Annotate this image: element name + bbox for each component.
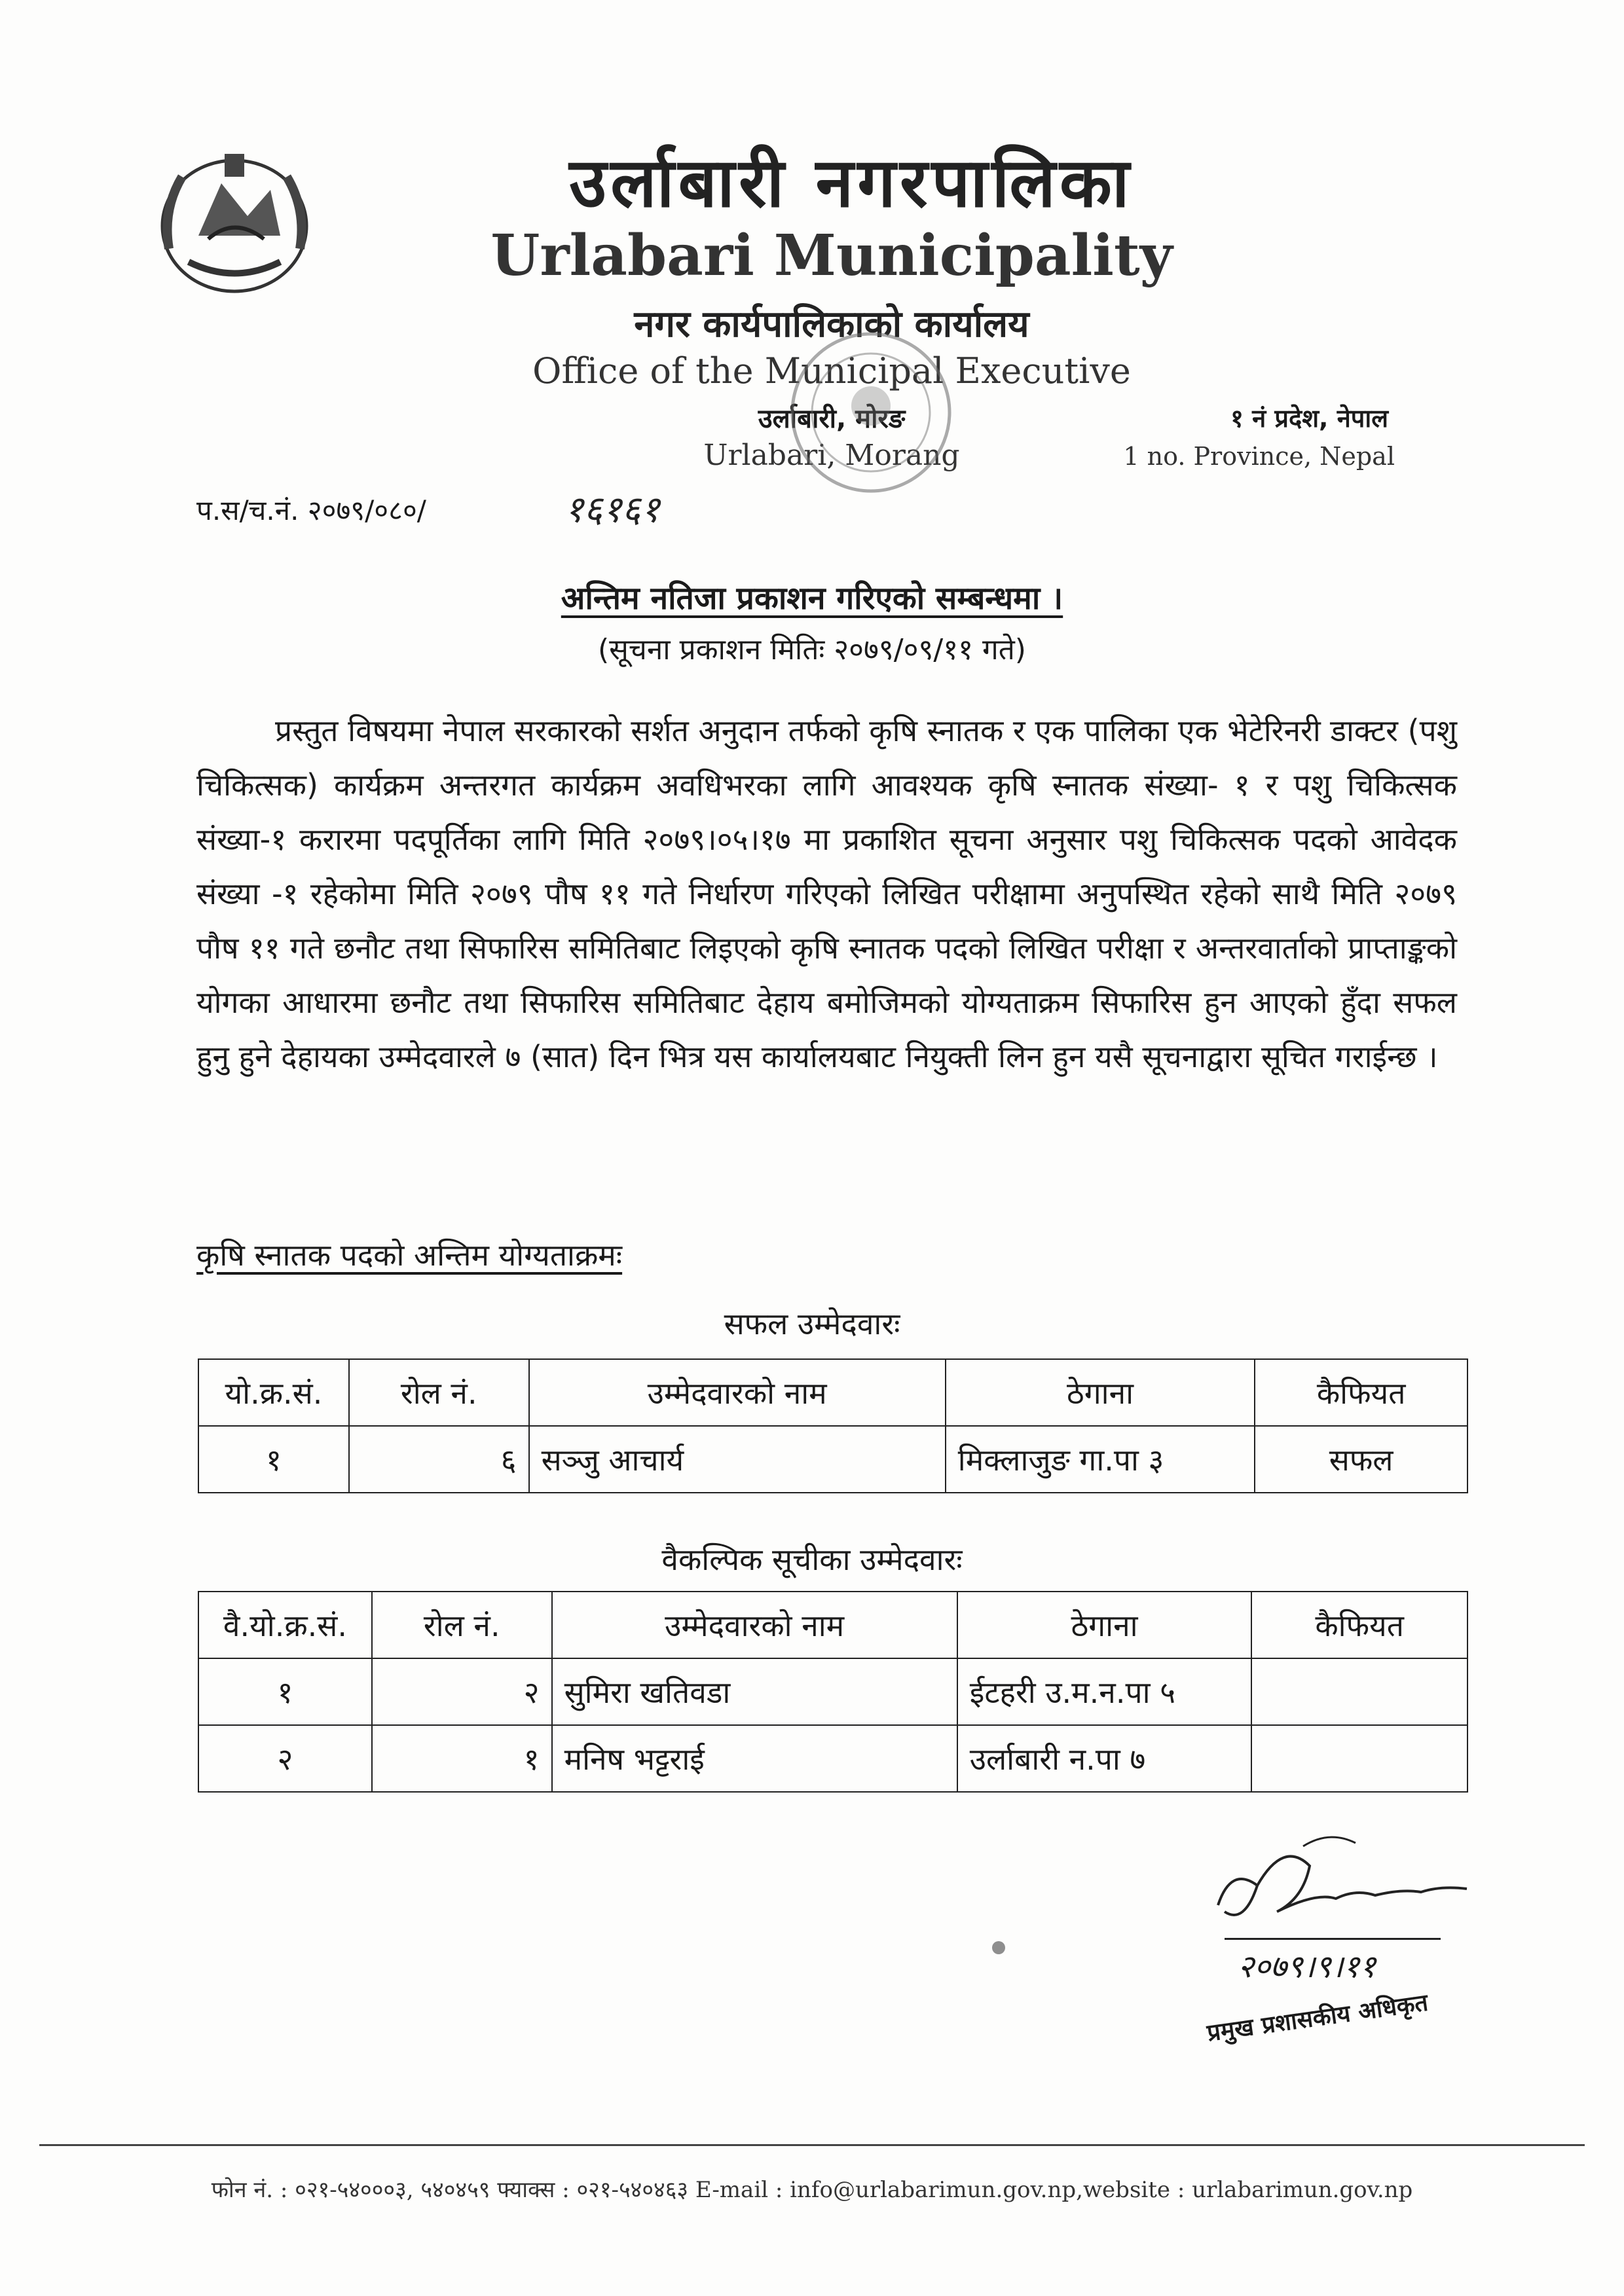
nepal-emblem-logo — [149, 137, 320, 301]
footer-divider — [39, 2144, 1585, 2146]
alternate-candidates-table — [198, 1591, 1468, 1793]
table-header-row — [198, 1359, 1467, 1426]
successful-candidates-table — [198, 1358, 1468, 1493]
roll-cell: २ — [372, 1658, 552, 1725]
place-english: Urlabari, Morang — [703, 439, 960, 472]
office-round-stamp — [773, 308, 969, 517]
column-header: यो.क्र.सं. — [198, 1359, 349, 1426]
column-header: उम्मेदवारको नाम — [529, 1359, 946, 1426]
table-header-row — [198, 1592, 1467, 1658]
ink-smudge — [986, 1931, 1012, 1964]
column-header: ठेगाना — [957, 1592, 1252, 1658]
column-header: उम्मेदवारको नाम — [552, 1592, 957, 1658]
table-row — [198, 1658, 1467, 1725]
office-name-nepali: नगर कार्यपालिकाको कार्यालय — [634, 303, 1029, 346]
signature-date: २०७९।९।११ — [1238, 1948, 1376, 1985]
reference-handwritten: १६१६१ — [564, 488, 660, 531]
roll-cell: १ — [372, 1725, 552, 1792]
remarks-cell: सफल — [1255, 1426, 1467, 1493]
column-header: ठेगाना — [946, 1359, 1255, 1426]
successful-candidates-heading: सफल उम्मेदवारः — [724, 1306, 900, 1341]
publication-date: (सूचना प्रकाशन मितिः २०७९/०९/११ गते) — [598, 633, 1026, 666]
serial-cell: १ — [198, 1658, 372, 1725]
municipality-title-nepali: उर्लाबारी नगरपालिका — [569, 143, 1134, 223]
province-nepali: १ नं प्रदेश, नेपाल — [1230, 404, 1388, 433]
column-header: रोल नं. — [349, 1359, 529, 1426]
address-cell: उर्लाबारी न.पा ७ — [957, 1725, 1252, 1792]
final-list-heading: कृषि स्नातक पदको अन्तिम योग्यताक्रमः — [196, 1237, 623, 1273]
office-name-english: Office of the Municipal Executive — [532, 350, 1131, 392]
footer-contact: फोन नं. : ०२१-५४०००३, ५४०४५९ फ्याक्स : ०२१-५४०४६३ E-mail : info@urlabarimun.gov.np,website : urlabarimun.gov.np — [211, 2177, 1413, 2203]
name-cell: मनिष भट्टराई — [552, 1725, 957, 1792]
roll-cell: ६ — [349, 1426, 529, 1493]
table-row — [198, 1725, 1467, 1792]
column-header: वै.यो.क्र.सं. — [198, 1592, 372, 1658]
name-cell: सुमिरा खतिवडा — [552, 1658, 957, 1725]
reference-number: प.स/च.नं. २०७९/०८०/ — [196, 494, 426, 526]
notice-body: प्रस्तुत विषयमा नेपाल सरकारको सर्शत अनुदान तर्फको कृषि स्नातक र एक पालिका एक भेटेरिनरी डाक्टर (पशु चिकित्सक) कार्यक्रम अन्तरगत कार्यक्रम अवधिभरका लागि आवश्यक कृषि स्नातक संख्या- १ र पशु चिकित्सक संख्या-१ करारमा पदपूर्तिका लागि मिति २०७९।०५।१७ मा प्रकाशित सूचना अनुसार पशु चिकित्सक पदको आवेदक संख्या -१ रहेकोमा मिति २०७९ पौष ११ गते निर्धारण गरिएको लिखित परीक्षामा अनुपस्थित रहेको साथै मिति २०७९ पौष ११ गते छनौट तथा सिफारिस समितिबाट लिइएको कृषि स्नातक पदको लिखित परीक्षा र अन्तरवार्ताको प्राप्ताङ्कको योगका आधारमा छनौट तथा सिफारिस समितिबाट देहाय बमोजिमको योग्यताक्रम सिफारिस हुन आएको हुँदा सफल हुनु हुने देहायका उम्मेदवारले ७ (सात) दिन भित्र यस कार्यालयबाट नियुक्ती लिन हुन यसै सूचनाद्वारा सूचित गराईन्छ । — [196, 713, 1457, 1074]
column-header: कैफियत — [1255, 1359, 1467, 1426]
remarks-cell — [1251, 1725, 1467, 1792]
table-row — [198, 1426, 1467, 1493]
handwritten-signature — [1205, 1827, 1486, 1951]
serial-cell: २ — [198, 1725, 372, 1792]
column-header: कैफियत — [1251, 1592, 1467, 1658]
province-english: 1 no. Province, Nepal — [1123, 442, 1395, 471]
alternate-candidates-heading: वैकल्पिक सूचीका उम्मेदवारः — [661, 1542, 963, 1577]
remarks-cell — [1251, 1658, 1467, 1725]
column-header: रोल नं. — [372, 1592, 552, 1658]
signature-underline — [1225, 1938, 1441, 1940]
notice-subject — [0, 576, 1624, 619]
serial-cell: १ — [198, 1426, 349, 1493]
notice-subject-text: अन्तिम नतिजा प्रकाशन गरिएको सम्बन्धमा । — [561, 580, 1063, 617]
municipality-title-english: Urlabari Municipality — [490, 223, 1173, 289]
name-cell: सञ्जु आचार्य — [529, 1426, 946, 1493]
signatory-title: प्रमुख प्रशासकीय अधिकृत — [1205, 1989, 1430, 2047]
address-cell: मिक्लाजुङ गा.पा ३ — [946, 1426, 1255, 1493]
place-nepali: उर्लाबारी, मोरङ — [758, 404, 906, 434]
address-cell: ईटहरी उ.म.न.पा ५ — [957, 1658, 1252, 1725]
